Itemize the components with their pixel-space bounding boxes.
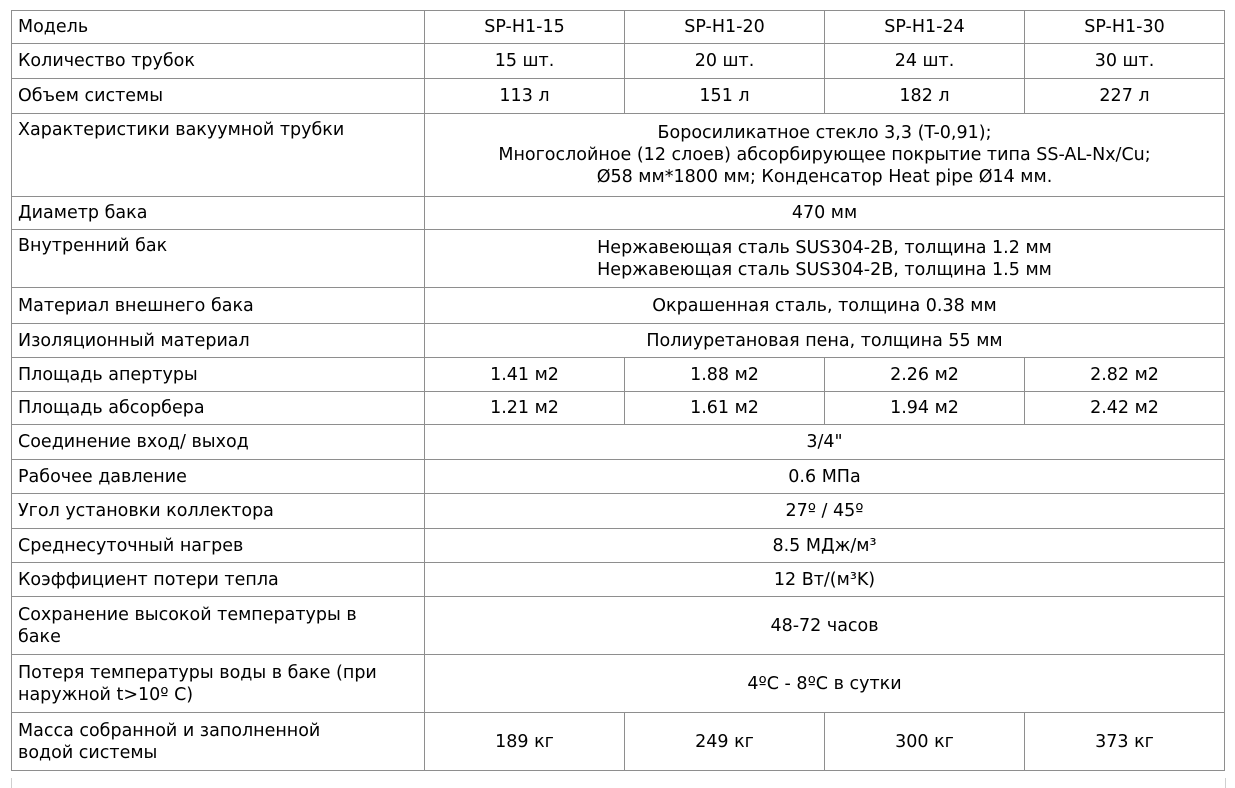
table-cell: 1.21 м2 bbox=[425, 392, 625, 425]
table-row-connection bbox=[12, 425, 1225, 460]
table-row-retention bbox=[12, 597, 1225, 655]
table-row-heating bbox=[12, 529, 1225, 563]
table-cell-merged: 470 мм bbox=[425, 197, 1225, 230]
label-line: водой системы bbox=[18, 742, 158, 763]
table-bottom-edge bbox=[11, 778, 1226, 788]
table-cell-merged bbox=[425, 114, 1225, 197]
row-label-heating: Среднесуточный нагрев bbox=[12, 529, 425, 563]
table-cell: 113 л bbox=[425, 79, 625, 114]
label-line: Потеря температуры воды в баке (при bbox=[18, 662, 377, 683]
row-label-insulation: Изоляционный материал bbox=[12, 324, 425, 358]
row-label-aperture: Площадь апертуры bbox=[12, 358, 425, 392]
model-header: SP-H1-15 bbox=[425, 11, 625, 44]
table-cell-merged: Окрашенная сталь, толщина 0.38 мм bbox=[425, 288, 1225, 324]
table-cell: 1.94 м2 bbox=[825, 392, 1025, 425]
row-label-outer-tank: Материал внешнего бака bbox=[12, 288, 425, 324]
row-label-tank-diameter: Диаметр бака bbox=[12, 197, 425, 230]
table-cell-merged: 12 Вт/(м³K) bbox=[425, 563, 1225, 597]
model-header: SP-H1-24 bbox=[825, 11, 1025, 44]
text-line: Нержавеющая сталь SUS304-2B, толщина 1.2 мм bbox=[597, 237, 1052, 258]
table-cell: 151 л bbox=[625, 79, 825, 114]
table-cell: 227 л bbox=[1025, 79, 1225, 114]
row-label-pressure: Рабочее давление bbox=[12, 460, 425, 494]
table-cell: 15 шт. bbox=[425, 44, 625, 79]
table-cell: 189 кг bbox=[425, 713, 625, 771]
row-label-angle: Угол установки коллектора bbox=[12, 494, 425, 529]
table-cell-merged bbox=[425, 230, 1225, 288]
table-row-tube-specs bbox=[12, 114, 1225, 197]
table-row-tubes bbox=[12, 44, 1225, 79]
row-label-tube-specs: Характеристики вакуумной трубки bbox=[12, 114, 425, 197]
label-line: Сохранение высокой температуры в bbox=[18, 604, 357, 625]
text-line: Многослойное (12 слоев) абсорбирующее покрытие типа SS-AL-Nx/Cu; bbox=[498, 145, 1151, 165]
table-cell: 1.41 м2 bbox=[425, 358, 625, 392]
row-label-heat-loss: Коэффициент потери тепла bbox=[12, 563, 425, 597]
table-cell: 373 кг bbox=[1025, 713, 1225, 771]
table-cell: 249 кг bbox=[625, 713, 825, 771]
table-cell: 182 л bbox=[825, 79, 1025, 114]
text-line: Ø58 мм*1800 мм; Конденсатор Heat pipe Ø14 мм. bbox=[596, 167, 1053, 187]
table-row-heat-loss bbox=[12, 563, 1225, 597]
label-line: Масса собранной и заполненной bbox=[18, 720, 321, 741]
table-cell: 30 шт. bbox=[1025, 44, 1225, 79]
table-cell-merged: 48-72 часов bbox=[425, 597, 1225, 655]
table-cell: 20 шт. bbox=[625, 44, 825, 79]
table-row-pressure bbox=[12, 460, 1225, 494]
model-header: SP-H1-20 bbox=[625, 11, 825, 44]
table-cell-merged: 27º / 45º bbox=[425, 494, 1225, 529]
table-cell: 2.42 м2 bbox=[1025, 392, 1225, 425]
table-row-outer-tank bbox=[12, 288, 1225, 324]
label-line: наружной t>10º C) bbox=[18, 684, 194, 705]
table-row-inner-tank bbox=[12, 230, 1225, 288]
table-cell-merged: 3/4" bbox=[425, 425, 1225, 460]
text-line: Боросиликатное стекло 3,3 (T-0,91); bbox=[657, 123, 992, 143]
row-label-absorber: Площадь абсорбера bbox=[12, 392, 425, 425]
table-cell: 24 шт. bbox=[825, 44, 1025, 79]
table-row-tank-diameter bbox=[12, 197, 1225, 230]
label-line: баке bbox=[18, 626, 61, 647]
table-cell: 1.61 м2 bbox=[625, 392, 825, 425]
row-label-inner-tank: Внутренний бак bbox=[12, 230, 425, 288]
table-cell: 1.88 м2 bbox=[625, 358, 825, 392]
table-row-insulation bbox=[12, 324, 1225, 358]
table-row-absorber bbox=[12, 392, 1225, 425]
table-row-mass bbox=[12, 713, 1225, 771]
table-cell: 2.26 м2 bbox=[825, 358, 1025, 392]
text-line: Нержавеющая сталь SUS304-2B, толщина 1.5 мм bbox=[597, 259, 1052, 280]
table-cell-merged: Полиуретановая пена, толщина 55 мм bbox=[425, 324, 1225, 358]
row-label-tubes: Количество трубок bbox=[12, 44, 425, 79]
row-label-temp-loss bbox=[12, 655, 425, 713]
table-row-aperture bbox=[12, 358, 1225, 392]
table-cell-merged: 4ºC - 8ºC в сутки bbox=[425, 655, 1225, 713]
table-cell: 2.82 м2 bbox=[1025, 358, 1225, 392]
table-cell-merged: 0.6 МПа bbox=[425, 460, 1225, 494]
table-cell: 300 кг bbox=[825, 713, 1025, 771]
table-row-volume bbox=[12, 79, 1225, 114]
specifications-table bbox=[11, 10, 1225, 771]
row-label-mass bbox=[12, 713, 425, 771]
row-label-retention bbox=[12, 597, 425, 655]
table-cell-merged: 8.5 МДж/м³ bbox=[425, 529, 1225, 563]
row-label-volume: Объем системы bbox=[12, 79, 425, 114]
table-row-angle bbox=[12, 494, 1225, 529]
row-label-connection: Соединение вход/ выход bbox=[12, 425, 425, 460]
table-row-model bbox=[12, 11, 1225, 44]
row-label-model: Модель bbox=[12, 11, 425, 44]
table-row-temp-loss bbox=[12, 655, 1225, 713]
model-header: SP-H1-30 bbox=[1025, 11, 1225, 44]
